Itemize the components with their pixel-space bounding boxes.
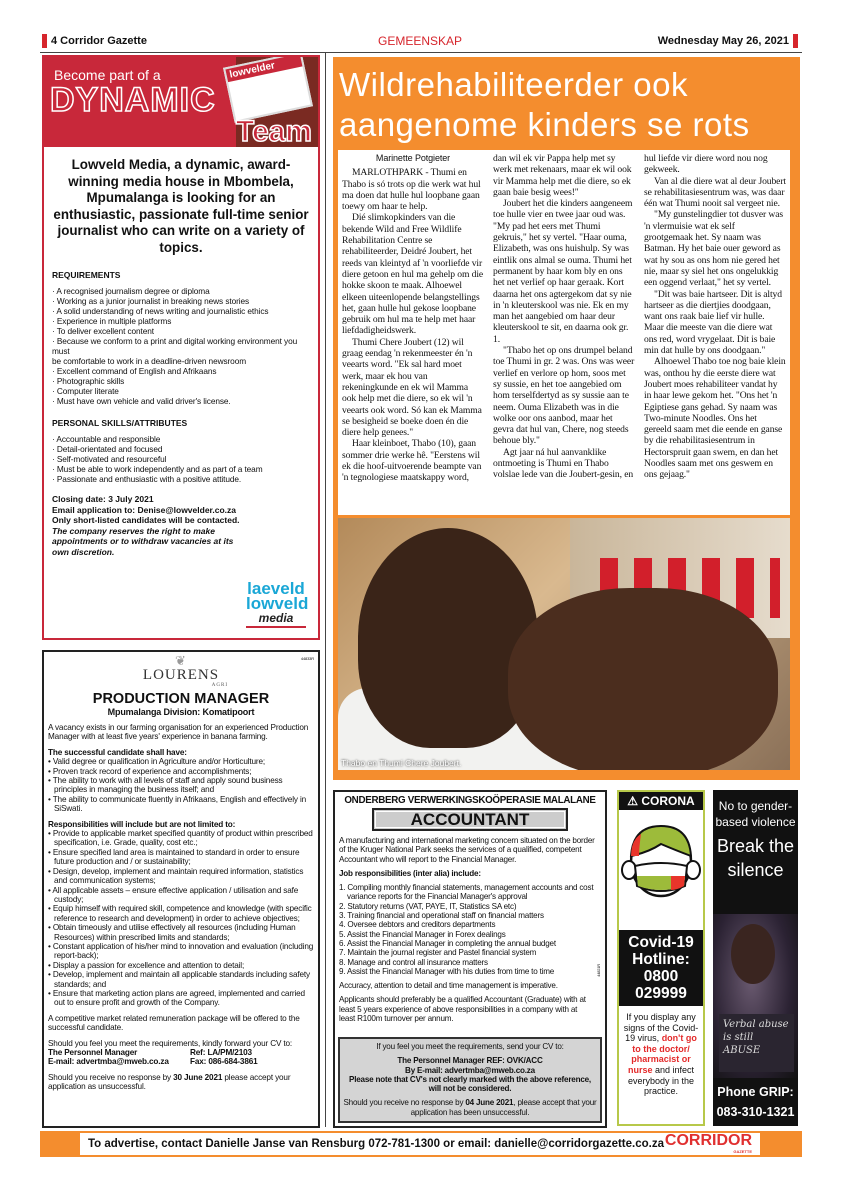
requirement-item: · Experience in multiple platforms [52, 316, 172, 326]
requirements-heading: REQUIREMENTS [52, 270, 121, 280]
corridor-gazette-logo [665, 1132, 752, 1154]
responsibility-item: • Develop, implement and maintain all applicable standards including safety standards; and [48, 970, 314, 989]
contact-block [342, 1056, 598, 1093]
phone-number: 083-310-1321 [716, 1105, 795, 1119]
article-paragraph: Van al die diere wat al deur Joubert se rehabilitasiesentrum was, was daar één wat Thumi nooit sal vergeet nie. [644, 175, 786, 210]
section-title: GEMEENSKAP [377, 34, 463, 48]
responsibilities-list [48, 829, 314, 1008]
gbv-tagline: No to gender-based violence [715, 799, 796, 829]
article-paragraph: "My gunstelingdier tot dusver was 'n vlermuisie wat ek self grootgemaak het. Sy naam was Batman. Hy het baie ouer geword as wat hy sou as ons hom nie gered het nie, maar sy siel het ons ongelukkig een oggend verlaat," het sy vertel. [644, 209, 784, 289]
responsibility-item: • Ensure that marketing action plans are agreed, implemented and carried out to ensure profit and growth of the Company. [48, 989, 314, 1008]
logo-sub: AGRI [211, 683, 228, 688]
forward-note: Should you feel you meet the requirements, kindly forward your CV to: [48, 1038, 293, 1048]
responsibility-item: • Constant application of his/her mind to innovation and evaluation (including report-back); [48, 942, 314, 961]
responsibilities-heading: Responsibilities will include but are not limited to: [48, 819, 236, 829]
photo-caption: Thabo en Thumi Chere Joubert. [341, 758, 462, 768]
advice-warning: don't go to the doctor/ pharmacist or nurse [627, 1033, 697, 1075]
corona-advice [619, 1006, 703, 1103]
article-paragraphs [342, 153, 786, 484]
shortlist-note: Only short-listed candidates will be contacted. [52, 515, 240, 525]
requirement-item: · Must have own vehicle and valid driver's license. [52, 396, 231, 406]
article-paragraph: "Dit was baie hartseer. Dit is altyd hartseer as die diertjies doodgaan, want ons raak baie lief vir hulle. Maar die meeste van die diere wat ons red, word vrygelaat. Dit is baie min dat hulle by ons doodgaan." [644, 288, 782, 357]
requirements-list [44, 286, 318, 406]
requirement-item: • Proven track record of experience and accomplishments; [48, 767, 314, 776]
responsibilities-heading: Job responsibilities (inter alia) include: [339, 868, 481, 878]
responsibility-item: 4. Oversee debtors and creditors departments [339, 920, 496, 930]
responsibility-item: • Display a passion for excellence and attention to detail; [48, 961, 314, 970]
logo-line: lowveld [246, 594, 309, 613]
requirement-item: • The ability to communicate fluently in Afrikaans, English and effectively in SiSwati. [48, 795, 314, 814]
response-text: Should you receive no response by [343, 1098, 466, 1108]
contact-email[interactable]: By E-mail: advertmba@mweb.co.za [405, 1065, 535, 1075]
article-paragraph: MARLOTHPARK - Thumi en Thabo is só trots op die werk wat hul ma doen dat hulle hul loopbane gaan toewy om haar te help. [342, 167, 481, 213]
chalkboard-sign: Verbal abuse is still ABUSE [719, 1014, 794, 1072]
have-heading: The successful candidate shall have: [48, 747, 187, 757]
corona-heading: ⚠ CORONA [619, 792, 703, 810]
skills-heading: PERSONAL SKILLS/ATTRIBUTES [52, 418, 188, 428]
contact-email[interactable]: E-mail: advertmba@mweb.co.za [48, 1057, 169, 1067]
date-label: Wednesday May 26, 2021 [657, 34, 789, 47]
responsibility-item: 2. Statutory returns (VAT, PAYE, IT, Statistics SA etc) [339, 901, 517, 911]
responsibility-item: • Ensure specified land area is maintained to standard in order to ensure future production and / or sustainability; [48, 848, 314, 867]
article-paragraph: Thumi Chere Joubert (12) wil graag eendag 'n rekenmeester én 'n veearts word. "Ek sal hard moet werk, maar ek hou van rekeningkunde en ek wil Mamma ook help met die diere, so ek wil 'n veearts ook word. Só kan ek Mamma se besigheid se boeke doen én die diere help genees." [342, 336, 482, 439]
closing-date: Closing date: 3 July 2021 [52, 494, 154, 504]
corona-ad [617, 790, 705, 1126]
advertising-contact: To advertise, contact Danielle Janse van Rensburg 072-781-1300 or email: danielle@corridorgazette.co.za [88, 1138, 664, 1150]
logo-line: laeveld [247, 579, 305, 598]
article-headline: Wildrehabiliteerder ook aangenome kinders se rots [339, 66, 750, 143]
ad-intro: A vacancy exists in our farming organisation for an experienced Production Manager with at least five years' experience in banana farming. [48, 723, 309, 742]
banner-tagline: Become part of a [54, 67, 161, 83]
page-number-label [42, 34, 147, 52]
responsibilities-list [339, 883, 595, 976]
contact-fax: Fax: 086-684-3861 [190, 1057, 258, 1067]
ad-banner [44, 57, 318, 147]
accuracy-note: Accuracy, attention to detail and time management is imperative. [339, 981, 558, 991]
contact-row [48, 1048, 314, 1057]
gbv-headline: Break the silence [716, 836, 795, 880]
response-text: , please accept that your application has been unsuccessful. [410, 1098, 597, 1117]
responsibility-item: • Equip himself with required skill, competence and knowledge (with specific reference to research and development) in order to achieve objectives; [48, 904, 314, 923]
application-email: Email application to: Denise@lowvelder.co.za [52, 504, 237, 515]
requirement-item: · A solid understanding of news writing and journalistic ethics [52, 306, 269, 316]
article-paragraph: Dié slimkopkinders van die bekende Wild and Free Wildlife Rehabilitation Centre se rehabiliteerder, Deidré Joubert, het reeds van kleintyd af 'n voorliefde vir diere getoon en hul ma gehelp om die hokke skoon te maak. Alhoewel elkeen uiteenlopende belangstellings het, gaan hulle hul gekose loopbane gebruik om hul ma te help met haar liefdadigheidswerk. [342, 212, 484, 337]
responsibility-item: • Provide to applicable market specified quantity of product within prescribed specification, i.e. Grade, quality, cost etc.; [48, 829, 314, 848]
contact-ref: Ref: LA/PM/2103 [190, 1048, 252, 1057]
photo-boy [358, 528, 538, 748]
article-paragraph: Agt jaar ná hul aanvanklike ontmoeting is Thumi en Thabo volslae lede van die Joubert-gesin, en hul liefde vir diere word nou nog gekweek. [493, 153, 768, 481]
hotline-number: Covid-19 Hotline: 0800 029999 [619, 930, 703, 1006]
responsibility-item: 8. Manage and control all insurance matters [339, 957, 488, 967]
skill-item: · Passionate and enthusiastic with a positive attitude. [52, 474, 242, 484]
requirement-item: · Working as a junior journalist in breaking news stories [52, 296, 250, 306]
leaf-icon: ❦ [175, 653, 187, 668]
requirement-item: • Valid degree or qualification in Agriculture and/or Horticulture; [48, 757, 314, 766]
article-paragraph: "Thabo het op ons drumpel beland toe Thumi in gr. 2 was. Ons was weer verlief en verlore op hom, soos met sy sussie, en het toe aangebied om hom terselfdertyd as sy sussie aan te neem. Ouma Elizabeth was in die wolke oor ons aanbod, maar het gevra dat hul van, Chere, nog steeds behoue bly." [493, 345, 635, 447]
employer-name: ONDERBERG VERWERKINGSKOÖPERASIE MALALANE [344, 795, 596, 806]
contact-row [48, 1057, 314, 1066]
gender-violence-ad [713, 790, 798, 1126]
skill-item: · Detail-orientated and focused [52, 444, 163, 454]
article-photo [338, 518, 790, 770]
response-note [48, 1073, 314, 1092]
skill-item: · Must be able to work independently and as part of a team [52, 464, 263, 474]
job-title: ACCOUNTANT [372, 808, 568, 831]
response-text: please accept your application as unsuccessful. [48, 1072, 291, 1092]
reserve-note: The company reserves the right to make appointments or to withdraw vacancies at its own discretion. [52, 525, 234, 557]
responsibility-item: • Design, develop, implement and maintain required information, statistics and communication systems; [48, 867, 314, 886]
photo-girl [508, 588, 778, 770]
responsibility-item: 6. Assist the Financial Manager in completing the annual budget [339, 938, 556, 948]
lowveld-media-logo [246, 579, 309, 628]
article-paragraph: Joubert het die kinders aangeneem toe hulle vier en twee jaar oud was. "My pad het eers met Thumi gekruis," het sy vertel. "Haar ouma, Elizabeth, was ons huishulp. Sy was eintlik ons almal se ouma. Thumi het permanent by haar kom bly en ons het net verlief op haar geraak. Kort daarna het ons agtergekom dat sy nie in 'n kleuterskool was nie. Ek en my man het aangebied om haar deur kleuterskool te sit, en daarna ook gr. 1. [493, 198, 633, 345]
responsibility-item: 1. Compiling monthly financial statements, management accounts and cost variance reports for the Financial Manager's approval [339, 883, 594, 902]
article-body [338, 150, 790, 515]
responsibility-item: 9. Assist the Financial Manager with his duties from time to time [339, 966, 555, 976]
masked-face-icon [619, 810, 703, 910]
requirement-item: · Computer literate [52, 386, 119, 396]
phone-label: Phone GRIP: [717, 1085, 794, 1099]
newspaper-masthead: lowvelder [225, 57, 302, 82]
ad-reference: 44821R [595, 964, 601, 977]
logo-text: LOURENS [142, 667, 220, 683]
ad-lead: Lowveld Media, a dynamic, award-winning media house in Mbombela, Mpumalanga is looking for an enthusiastic, passionate full-time senior journalist who can write on a variety of topics. [53, 157, 309, 255]
article-paragraph: Haar kleinboet, Thabo (10), gaan sommer drie werke hê. "Eerstens wil ek die hoof-uitvoerende beampte van 'n tegnologiese maatskappy word, dan wil ek vir Pappa help met sy werk met rekenaars, maar ek wil ook vir Mamma help met die diere, so ek gaan baie besig wees!" [342, 153, 632, 484]
requirement-item: · Excellent command of English and Afrikaans [52, 366, 217, 376]
job-location: Mpumalanga Division: Komatipoort [107, 707, 255, 717]
red-bar [42, 34, 47, 48]
red-bar [793, 34, 798, 48]
contact-ref: The Personnel Manager REF: OVK/ACC [397, 1056, 543, 1066]
ad-intro: A manufacturing and international marketing concern situated on the border of the Kruger National Park seeks the services of a qualified, competent Accountant who will report to the Financial Manager. [339, 836, 595, 864]
skill-item: · Self-motivated and resourceful [52, 454, 167, 464]
closing-info [44, 484, 254, 557]
requirement-item: · Photographic skills [52, 376, 125, 386]
response-date: 30 June 2021 [173, 1072, 223, 1082]
article-paragraph: Alhoewel Thabo toe nog baie klein was, onthou hy die eerste diere wat Joubert moes rehabiliteer vandat hy in haar lewe gekom het. "Ons het 'n Egiptiese gans gehad. Sy naam was Two-minute Noodles. Ons het gereeld saam met die eende en ganse by die rehabilitasiesentrum in Hectorspruit gaan swem, en dan het Noodles saam met ons geswem en ons gejaag." [644, 356, 786, 481]
gbv-photo [713, 914, 798, 1078]
requirement-item: be comfortable to work in a deadline-driven newsroom [52, 356, 247, 366]
lowveld-media-job-ad [42, 55, 320, 640]
woman-figure [731, 924, 775, 984]
skill-item: · Accountable and responsible [52, 434, 161, 444]
responsibility-item: • Obtain timeously and utilise effectively all resources (including Human Resources) within prescribed limits and standards; [48, 923, 314, 942]
article-byline: Marinette Potgieter [375, 153, 451, 163]
column-divider [325, 52, 326, 1127]
feature-article [333, 57, 800, 780]
lourens-agri-job-ad [42, 650, 320, 1128]
requirements-list [48, 757, 314, 813]
response-date: 04 June 2021 [465, 1098, 514, 1108]
accountant-job-ad [333, 790, 607, 1128]
advice-text: and infect everybody in the practice. [627, 1064, 695, 1097]
requirement-item: · Because we conform to a print and digital working environment you must [52, 336, 298, 356]
page-label: 4 Corridor Gazette [51, 34, 147, 47]
responsibility-item: 7. Maintain the journal register and Pastel financial system [339, 948, 537, 958]
logo-line: media [246, 611, 306, 628]
advice-text: If you display any signs of the Covid-19 virus, [623, 1012, 699, 1044]
send-note: If you feel you meet the requirements, send your CV to: [376, 1041, 564, 1051]
response-note [342, 1098, 598, 1117]
advertising-footer [40, 1131, 802, 1157]
banner-headline: DYNAMIC [50, 81, 216, 119]
ad-reference: 44833R [300, 656, 314, 661]
logo-text: CORRIDOR [664, 1132, 752, 1149]
logo-sub: GAZETTE [733, 1149, 752, 1154]
requirement-item: · To deliver excellent content [52, 326, 154, 336]
job-title: PRODUCTION MANAGER [92, 691, 270, 707]
banner-team: Team [235, 115, 312, 147]
responsibility-item: 3. Training financial and operational staff on financial matters [339, 911, 544, 921]
reference-note: Please note that CV's not clearly marked with the above reference, will not be considered. [349, 1074, 591, 1094]
header-rule [40, 52, 802, 53]
footer-panel [80, 1133, 760, 1155]
requirement-item: · A recognised journalism degree or diploma [52, 286, 210, 296]
lourens-agri-logo [48, 654, 314, 689]
applicant-requirements: Applicants should preferably be a qualified Accountant (Graduate) with at least 5 years experience of above responsibilities in a company with at least R100m turnover per annum. [339, 995, 586, 1024]
remuneration-note: A competitive market related remuneration package will be offered to the successful candidate. [48, 1013, 300, 1033]
requirement-item: • The ability to work with all levels of staff and apply sound business principles in managing the business itself; and [48, 776, 314, 795]
issue-date [658, 34, 798, 52]
contact-name: The Personnel Manager [48, 1048, 138, 1057]
response-text: Should you receive no response by [48, 1072, 174, 1082]
skills-list [44, 434, 318, 484]
grip-phone [713, 1082, 798, 1122]
responsibility-item: • All applicable assets – ensure effective application / utilisation and safe custody; [48, 886, 314, 905]
responsibility-item: 5. Assist the Financial Manager in Forex dealings [339, 929, 506, 939]
newspaper-image [223, 57, 313, 123]
application-box [338, 1037, 602, 1123]
